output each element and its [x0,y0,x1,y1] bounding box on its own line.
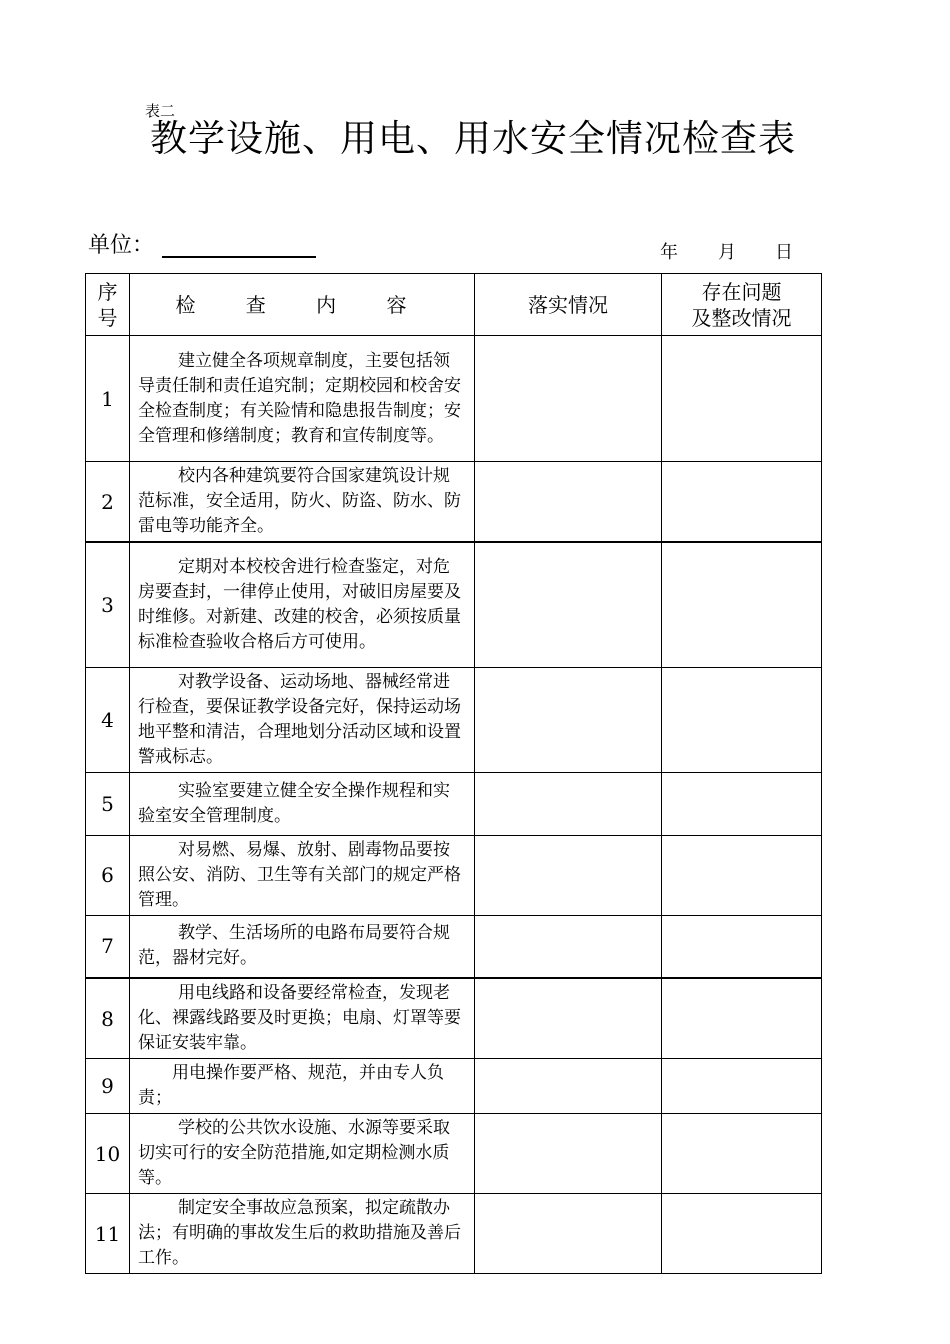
row-number: 4 [86,667,130,772]
header-issues-line2: 及整改情况 [691,305,792,330]
unit-field[interactable] [162,256,316,258]
issues-cell[interactable] [662,667,822,772]
row-content: 对易燃、易爆、放射、剧毒物品要按照公安、消防、卫生等有关部门的规定严格管理。 [130,835,475,915]
issues-cell[interactable] [662,1194,822,1274]
status-cell[interactable] [475,835,662,915]
date-month-label: 月 [718,242,736,263]
header-issues [662,274,822,336]
status-cell[interactable] [475,667,662,772]
table-row [86,1059,822,1114]
status-cell[interactable] [475,1114,662,1194]
issues-cell[interactable] [662,1059,822,1114]
status-cell[interactable] [475,1059,662,1114]
row-content: 教学、生活场所的电路布局要符合规范，器材完好。 [130,915,475,978]
date-day-label: 日 [775,242,793,263]
row-content: 定期对本校校舍进行检查鉴定，对危房要查封，一律停止使用，对破旧房屋要及时维修。对新建、改建的校舍，必须按质量标准检查验收合格后方可使用。 [130,542,475,667]
issues-cell[interactable] [662,978,822,1059]
header-seq-line1: 序 [97,279,118,304]
table-row [86,462,822,543]
row-number: 8 [86,978,130,1059]
row-content: 学校的公共饮水设施、水源等要采取切实可行的安全防范措施,如定期检测水质等。 [130,1114,475,1194]
issues-cell[interactable] [662,1114,822,1194]
row-number: 11 [86,1194,130,1274]
table-row [86,667,822,772]
page-title: 教学设施、用电、用水安全情况检查表 [150,117,796,160]
table-row [86,978,822,1059]
unit-label: 单位： [88,233,155,258]
row-number: 5 [86,772,130,835]
table-row [86,1114,822,1194]
table-row [86,915,822,978]
row-content: 实验室要建立健全安全操作规程和实验室安全管理制度。 [130,772,475,835]
row-content: 建立健全各项规章制度，主要包括领导责任制和责任追究制；定期校园和校舍安全检查制度；有关险情和隐患报告制度；安全管理和修缮制度；教育和宣传制度等。 [130,336,475,462]
table-row [86,835,822,915]
inspection-table [85,273,822,1274]
status-cell[interactable] [475,978,662,1059]
form-label: 表二 [145,102,176,120]
header-status: 落实情况 [475,274,662,336]
status-cell[interactable] [475,915,662,978]
row-content: 用电操作要严格、规范，并由专人负责； [130,1059,475,1114]
status-cell[interactable] [475,462,662,543]
row-number: 2 [86,462,130,543]
row-content: 校内各种建筑要符合国家建筑设计规范标准，安全适用，防火、防盗、防水、防雷电等功能齐全。 [130,462,475,543]
status-cell[interactable] [475,1194,662,1274]
issues-cell[interactable] [662,772,822,835]
row-number: 9 [86,1059,130,1114]
status-cell[interactable] [475,336,662,462]
date-year-label: 年 [660,242,678,263]
row-number: 6 [86,835,130,915]
issues-cell[interactable] [662,542,822,667]
row-number: 7 [86,915,130,978]
header-seq [86,274,130,336]
issues-cell[interactable] [662,915,822,978]
issues-cell[interactable] [662,462,822,543]
table-row [86,1194,822,1274]
table-row [86,336,822,462]
row-content: 用电线路和设备要经常检查，发现老化、裸露线路要及时更换；电扇、灯罩等要保证安装牢靠。 [130,978,475,1059]
row-number: 1 [86,336,130,462]
status-cell[interactable] [475,772,662,835]
issues-cell[interactable] [662,835,822,915]
header-content: 检 查 内 容 [130,274,475,336]
row-content: 对教学设备、运动场地、器械经常进行检查，要保证教学设备完好，保持运动场地平整和清洁，合理地划分活动区域和设置警戒标志。 [130,667,475,772]
table-row [86,542,822,667]
table-row [86,772,822,835]
table-header-row [86,274,822,336]
row-number: 10 [86,1114,130,1194]
status-cell[interactable] [475,542,662,667]
header-seq-line2: 号 [97,305,118,330]
issues-cell[interactable] [662,336,822,462]
row-number: 3 [86,542,130,667]
header-issues-line1: 存在问题 [701,279,782,304]
row-content: 制定安全事故应急预案，拟定疏散办法；有明确的事故发生后的救助措施及善后工作。 [130,1194,475,1274]
